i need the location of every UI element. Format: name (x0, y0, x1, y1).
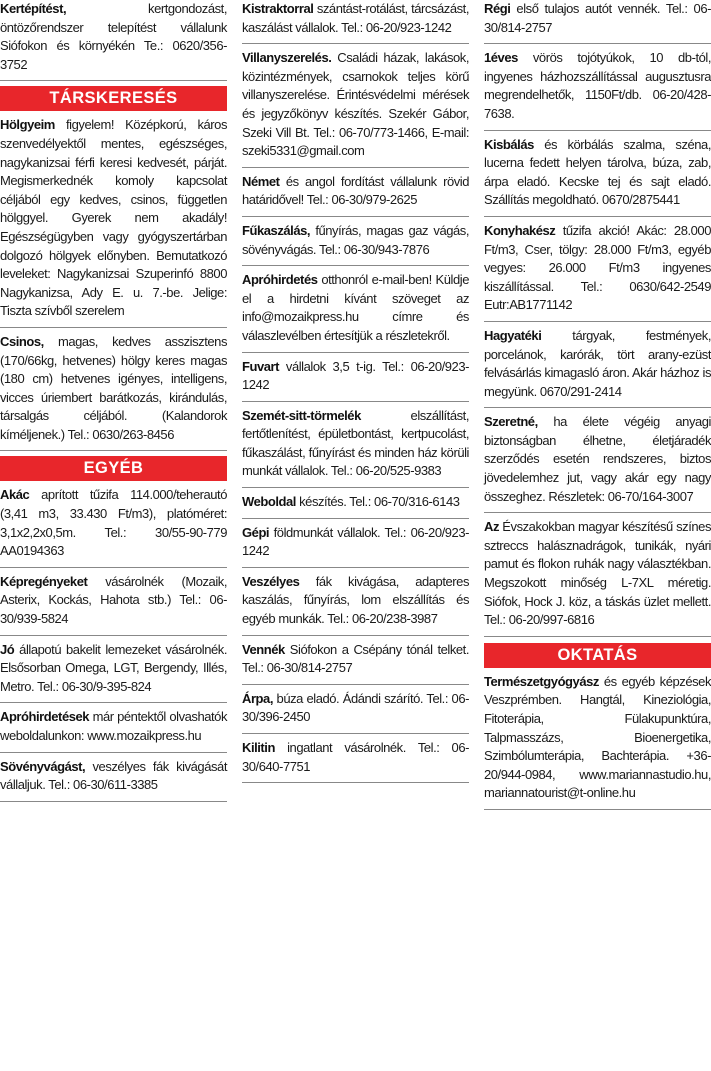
classified-ad (0, 328, 227, 452)
ad-keyword: Az (484, 519, 499, 535)
ad-keyword: Apróhirdetések (0, 709, 90, 725)
ad-keyword: Kilitin (242, 740, 275, 755)
ad-keyword: Hölgyeim (0, 117, 55, 133)
ad-text: aprított tűzifa 114.000/teherautó (3,41 m3, 33.430 Ft/m3), platóméret: 3,1x2,2x0,5m. Tel.: 30/55-90-779 AA0194363 (0, 487, 227, 559)
classified-ad (242, 266, 469, 352)
ad-keyword: Képregényeket (0, 573, 88, 589)
ad-keyword: Kertépítést, (0, 1, 67, 16)
classified-ad (484, 131, 711, 217)
ad-text: veszélyes fák kivágását vállaljuk. Tel.: 06-30/611-3385 (0, 758, 227, 793)
ad-keyword: Jó (0, 641, 15, 657)
classified-ad (484, 44, 711, 130)
ad-text: kertgondozást, öntözőrendszer telepítést vállalunk Siófokon és környékén Te.: 0620/356-3752 (0, 1, 227, 72)
ad-keyword: 1éves (484, 50, 518, 66)
ad-text: figyelem! Középkorú, káros szenvedélyektől mentes, egészséges, nagykanizsai férfi keresi kedvesét, párját. Megismerkednék komoly kapcsolat céljából egy kedves, csinos, független hölggyel. Gyerek nem akadály! Egészségügyben vagy gyógyszertárban dolgozó hölgyek előnyben. Bemutatkozó leveleket: Nagykanizsai Szuperinfó 8800 Nagykanizsa, Ady E. u. 7.-be. Jelige: Tiszta szívből szerelem (0, 117, 227, 319)
classified-ad (242, 402, 469, 488)
classified-ad (484, 322, 711, 408)
ad-text: fűnyírás, magas gaz vágás, sövényvágás. Tel.: 06-30/943-7876 (242, 222, 469, 257)
ad-text: földmunkát vállalok. Tel.: 06-20/923-1242 (242, 524, 469, 559)
ad-keyword: Apróhirdetés (242, 272, 318, 288)
ad-text: otthonról e-mail-ben! Küldje el a hirdetni kívánt szöveget az info@mozaikpress.hu címre és válaszlevélben értesítjük a részletekről. (242, 272, 469, 343)
ad-text: és körbálás szalma, széna, lucerna fedett helyen tárolva, búza, zab, árpa eladó. Kecske tej és sajt eladó. Szállítás megoldható. 0670/2875441 (484, 136, 711, 208)
ad-keyword: Árpa, (242, 690, 273, 706)
section-header: TÁRSKERESÉS (0, 86, 227, 111)
ad-keyword: Fűkaszálás, (242, 222, 311, 238)
ad-keyword: Csinos, (0, 333, 44, 349)
ad-text: készítés. Tel.: 06-70/316-6143 (295, 494, 460, 510)
classified-ad (0, 636, 227, 704)
ad-text: már péntektől olvashatók weboldalunkon: www.mozaikpress.hu (0, 709, 227, 743)
ad-text: és egyéb képzések Veszprémben. Hangtál, Kineziológia, Fitoterápia, Fülakupunktúra, Talpmasszázs, Bioenergetika, Szimbólumterápia, Bachterápia. +36-20/944-0984, www.mariannastudio.hu, mariannatourist@t-online.hu (484, 673, 711, 801)
ad-keyword: Kistraktorral (242, 1, 314, 16)
classified-ad (242, 168, 469, 217)
ad-text: állapotú bakelit lemezeket vásárolnék. Elsősorban Omega, LGT, Bergendy, Illés, Metro. Tel.: 06-30/9-395-824 (0, 641, 227, 694)
classified-ad (242, 217, 469, 266)
classified-ad (0, 0, 227, 81)
ad-text: vállalok 3,5 t-ig. Tel.: 06-20/923-1242 (242, 358, 469, 393)
ad-keyword: Szeretné, (484, 414, 538, 430)
classified-ad (242, 353, 469, 402)
classified-ad (0, 111, 227, 328)
classified-ad (242, 0, 469, 44)
ad-text: fák kivágása, adapteres kaszálás, fűnyírás, lom elszállítás és egyéb munkák. Tel.: 06-20/238-3987 (242, 573, 469, 627)
classified-ad (242, 685, 469, 734)
ad-text: tárgyak, festmények, porcelánok, karórák, tört arany-ezüst felvásárlás kimagasló áron. Akár házhoz is megyünk. 0670/291-2414 (484, 327, 711, 399)
ad-keyword: Gépi (242, 524, 270, 540)
classified-ad (242, 568, 469, 636)
ad-keyword: Német (242, 173, 280, 189)
ad-text: első tulajos autót vennék. Tel.: 06-30/814-2757 (484, 1, 711, 35)
ad-keyword: Kisbálás (484, 136, 534, 152)
ad-keyword: Természetgyógyász (484, 673, 599, 689)
ad-text: elszállítást, fertőtlenítést, épületbontást, kertpucolást, fűkaszálást, fűnyírást és minden ház körüli munkát vállalok. Tel.: 06-20/525-9383 (242, 407, 469, 479)
column-3 (484, 0, 711, 810)
classified-ad (242, 519, 469, 568)
ad-keyword: Veszélyes (242, 573, 300, 589)
ad-text: búza eladó. Ádándi szárító. Tel.: 06-30/396-2450 (242, 690, 469, 725)
classified-ad (242, 488, 469, 519)
ad-keyword: Vennék (242, 641, 285, 657)
classified-ad (242, 734, 469, 783)
classified-ad (242, 44, 469, 168)
ad-text: ha élete végéig anyagi biztonságban élhetne, életjáradék szerződés esetén rendszeres, biztos jövedelemhez jut, vagy akár egy nagy összeghez. Részletek: 06-70/164-3007 (484, 414, 711, 504)
ad-keyword: Konyhakész (484, 222, 556, 238)
classified-ad (0, 703, 227, 752)
ad-text: és angol fordítást vállalunk rövid határidővel! Tel.: 06-30/979-2625 (242, 173, 469, 208)
ad-text: Évszakokban magyar készítésű színes sztreccs halásznadrágok, tunikák, nyári pamut és flokon ruhák nagy választékban. Megszokott minőség L-7XL méretig. Siófok, Hock J. köz, a táskás üzlet mellett. Tel.: 06-20/997-6816 (484, 519, 711, 628)
ad-text: vörös tojótyúkok, 10 db-tól, ingyenes házhozszállítással augusztusra megrendelhetők, 1150Ft/db. 06-20/428-7638. (484, 50, 711, 121)
classified-ad (0, 568, 227, 636)
ad-keyword: Akác (0, 487, 30, 503)
ad-keyword: Villanyszerelés. (242, 50, 332, 66)
ad-text: vásárolnék (Mozaik, Asterix, Kockás, Hahota stb.) Tel.: 06-30/939-5824 (0, 573, 227, 627)
classified-ad (484, 0, 711, 44)
ad-keyword: Weboldal (242, 494, 296, 510)
column-1 (0, 0, 227, 802)
ad-text: szántást-rotálást, tárcsázást, kaszálást vállalok. Tel.: 06-20/923-1242 (242, 1, 469, 35)
ad-keyword: Fuvart (242, 358, 280, 374)
classified-ad (484, 513, 711, 637)
ad-text: tűzifa akció! Akác: 28.000 Ft/m3, Cser, tölgy: 28.000 Ft/m3, egyéb vegyes: 26.000 Ft/m3 ingyenes kiszállítással. Tel.: 0630/642-2549 Eutr:AB1771142 (484, 222, 711, 313)
section-header: OKTATÁS (484, 643, 711, 668)
classified-ad (484, 408, 711, 513)
section-header: EGYÉB (0, 456, 227, 481)
ad-text: Siófokon a Csépány tónál telket. Tel.: 06-30/814-2757 (242, 641, 469, 676)
classified-ad (0, 753, 227, 802)
column-2 (242, 0, 469, 783)
classified-ad (0, 481, 227, 567)
classified-ad (242, 636, 469, 685)
ad-keyword: Régi (484, 1, 511, 16)
ad-keyword: Hagyatéki (484, 327, 542, 343)
classified-ad (484, 668, 711, 810)
ad-text: magas, kedves asszisztens (170/66kg, hetvenes) hölgy keres magas (180 cm) hetvenes igényes, intelligens, vicces úriembert barátkozás, kirándulás, társalgás céljából. (Kalandorok kíméljenek.) Tel.: 0630/263-8456 (0, 333, 227, 442)
ad-text: ingatlant vásárolnék. Tel.: 06-30/640-7751 (242, 740, 469, 774)
classified-ad (484, 217, 711, 322)
ad-text: Családi házak, lakások, közintézmények, csarnokok teljes körű villanyszerelése. Érintésvédelmi mérések és jegyzőkönyv készítés. Szekér Gábor, Szeki Vill Bt. Tel.: 06-70/773-1466, E-mail: szeki5331@gmail.com (242, 50, 469, 159)
ad-keyword: Szemét-sitt-törmelék (242, 407, 361, 423)
ad-keyword: Sövényvágást, (0, 758, 86, 774)
